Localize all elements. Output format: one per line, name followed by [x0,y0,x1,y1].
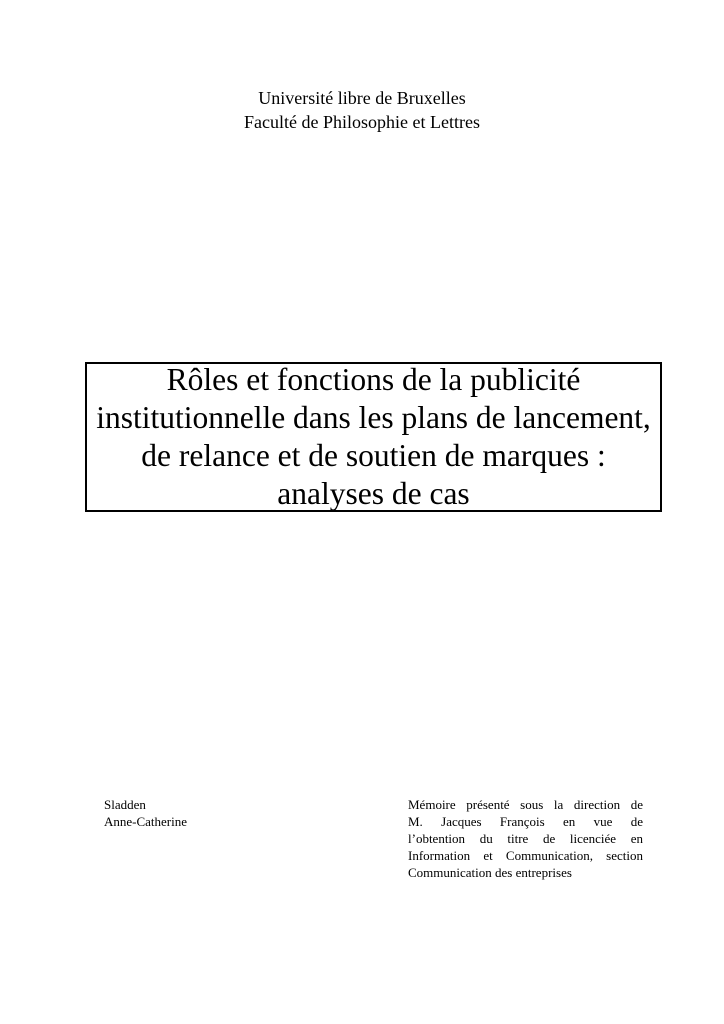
author-surname: Sladden [104,797,146,812]
memoire-line: Communication des entreprises [408,865,572,880]
faculty-name: Faculté de Philosophie et Lettres [244,112,480,132]
memoire-line: l’obtention du titre de licenciée en [408,831,643,846]
title-line: de relance et de soutien de marques : [141,438,606,473]
institution-header [0,86,724,134]
title-line: institutionnelle dans les plans de lancement, [96,400,651,435]
memoire-line: M. Jacques François en vue de [408,814,643,829]
title-line: analyses de cas [277,476,470,511]
memoire-line: Mémoire présenté sous la direction de [408,797,643,812]
author-block [104,796,187,830]
memoire-statement [408,796,643,881]
memoire-line: Information et Communication, section [408,848,643,863]
title-line: Rôles et fonctions de la publicité [166,362,581,397]
author-given-name: Anne-Catherine [104,814,188,829]
thesis-title-box [85,362,662,512]
university-name: Université libre de Bruxelles [258,88,466,108]
